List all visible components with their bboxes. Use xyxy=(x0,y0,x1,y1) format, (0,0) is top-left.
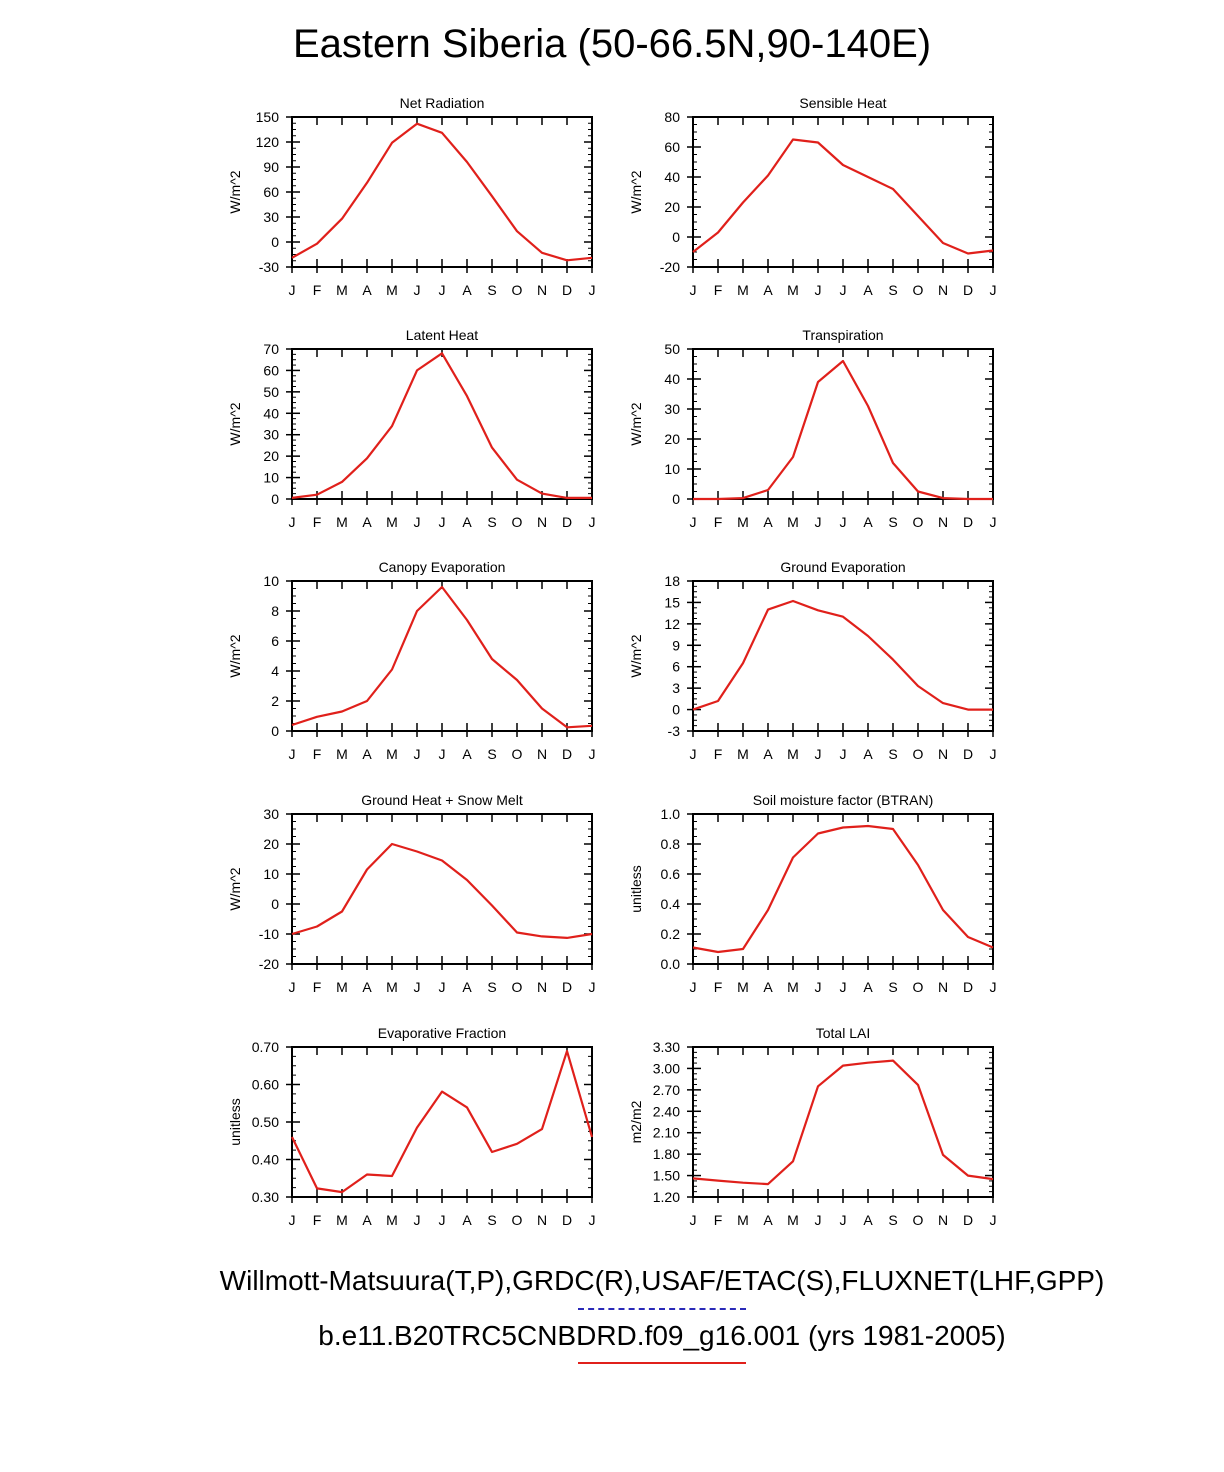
y-tick-label: 150 xyxy=(255,109,279,125)
y-tick-label: 20 xyxy=(664,199,680,215)
y-tick-label: 50 xyxy=(263,383,279,400)
chart-title: Total LAI xyxy=(815,1025,871,1041)
x-tick-label: F xyxy=(312,746,322,762)
y-axis-label: unitless xyxy=(227,1098,243,1146)
y-tick-label: 30 xyxy=(263,426,279,443)
y-axis-label: m2/m2 xyxy=(628,1100,644,1144)
x-tick-label: A xyxy=(763,746,773,762)
y-tick-label: 0.50 xyxy=(251,1114,279,1130)
y-tick-label: 0.0 xyxy=(660,956,680,972)
chart-panel-8 xyxy=(227,1025,596,1228)
series-line xyxy=(693,826,993,952)
x-tick-label: J xyxy=(839,746,847,762)
chart-title: Transpiration xyxy=(802,327,884,343)
x-tick-label: O xyxy=(511,282,523,298)
x-tick-label: N xyxy=(536,746,548,762)
y-tick-label: 0.4 xyxy=(660,896,680,912)
x-tick-label: A xyxy=(863,282,873,298)
y-tick-label: 3.00 xyxy=(652,1060,680,1077)
x-tick-label: J xyxy=(814,282,822,298)
x-tick-label: A xyxy=(863,746,873,762)
x-tick-label: J xyxy=(588,282,596,298)
chart-panel-2 xyxy=(227,327,596,530)
x-tick-label: A xyxy=(462,514,472,530)
x-tick-label: M xyxy=(386,282,398,298)
plot-frame xyxy=(292,117,592,267)
chart-panel-3 xyxy=(628,327,997,530)
x-tick-label: A xyxy=(863,1212,873,1228)
x-tick-label: A xyxy=(763,514,773,530)
chart-title: Ground Evaporation xyxy=(780,559,906,575)
y-tick-label: 20 xyxy=(263,448,279,465)
x-tick-label: J xyxy=(689,1212,697,1228)
y-tick-label: 1.20 xyxy=(652,1189,680,1205)
x-tick-label: F xyxy=(713,746,723,762)
x-tick-label: F xyxy=(312,979,322,995)
x-tick-label: O xyxy=(511,979,523,995)
x-tick-label: D xyxy=(962,282,974,298)
chart-title: Sensible Heat xyxy=(799,95,887,111)
x-tick-label: A xyxy=(462,1212,472,1228)
x-tick-label: J xyxy=(989,514,997,530)
x-tick-label: S xyxy=(888,979,898,995)
plot-frame xyxy=(693,581,993,731)
x-tick-label: D xyxy=(962,979,974,995)
x-tick-label: S xyxy=(487,1212,497,1228)
x-tick-label: A xyxy=(362,282,372,298)
x-tick-label: J xyxy=(814,514,822,530)
x-tick-label: N xyxy=(937,282,949,298)
y-tick-label: 80 xyxy=(664,109,680,125)
chart-panel-9 xyxy=(628,1025,997,1228)
series-line xyxy=(693,1061,993,1185)
x-tick-label: J xyxy=(689,979,697,995)
x-tick-label: A xyxy=(863,514,873,530)
y-tick-label: 60 xyxy=(263,362,279,379)
y-tick-label: 0 xyxy=(672,491,680,507)
x-tick-label: J xyxy=(689,514,697,530)
x-tick-label: J xyxy=(814,979,822,995)
x-tick-label: J xyxy=(588,514,596,530)
x-tick-label: J xyxy=(288,282,296,298)
x-tick-label: S xyxy=(888,514,898,530)
legend-observations-swatch xyxy=(578,1308,746,1310)
x-tick-label: M xyxy=(787,1212,799,1228)
plot-frame xyxy=(693,349,993,499)
x-tick-label: J xyxy=(413,1212,421,1228)
x-tick-label: M xyxy=(737,514,749,530)
y-tick-label: 10 xyxy=(263,469,279,486)
y-tick-label: 3 xyxy=(672,680,680,697)
x-tick-label: F xyxy=(312,1212,322,1228)
y-tick-label: -30 xyxy=(258,259,279,275)
x-tick-label: M xyxy=(386,979,398,995)
x-tick-label: A xyxy=(462,282,472,298)
x-tick-label: A xyxy=(763,1212,773,1228)
x-tick-label: M xyxy=(787,979,799,995)
x-tick-label: J xyxy=(814,746,822,762)
chart-panel-1 xyxy=(628,95,997,298)
x-tick-label: S xyxy=(888,282,898,298)
x-tick-label: F xyxy=(713,282,723,298)
y-tick-label: 6 xyxy=(672,658,680,675)
x-tick-label: F xyxy=(312,282,322,298)
x-tick-label: F xyxy=(713,979,723,995)
x-tick-label: O xyxy=(912,979,924,995)
x-tick-label: M xyxy=(336,746,348,762)
x-tick-label: D xyxy=(561,514,573,530)
y-tick-label: 40 xyxy=(263,405,279,422)
series-line xyxy=(292,587,592,727)
y-axis-label: W/m^2 xyxy=(628,402,644,446)
series-line xyxy=(693,140,993,254)
y-tick-label: 0.60 xyxy=(251,1076,279,1093)
x-tick-label: J xyxy=(989,979,997,995)
x-tick-label: N xyxy=(536,514,548,530)
legend-observations-label: Willmott-Matsuura(T,P),GRDC(R),USAF/ETAC(S),FLUXNET(LHF,GPP) xyxy=(219,1265,1105,1296)
x-tick-label: F xyxy=(312,514,322,530)
y-axis-label: unitless xyxy=(628,865,644,913)
y-tick-label: 120 xyxy=(255,134,279,150)
y-tick-label: 90 xyxy=(263,159,279,175)
x-tick-label: N xyxy=(536,979,548,995)
y-tick-label: 50 xyxy=(664,341,680,357)
y-tick-label: 30 xyxy=(263,806,279,822)
x-tick-label: J xyxy=(288,746,296,762)
plot-frame xyxy=(292,814,592,964)
x-tick-label: O xyxy=(511,514,523,530)
y-axis-label: W/m^2 xyxy=(628,170,644,214)
y-axis-label: W/m^2 xyxy=(227,634,243,678)
series-line xyxy=(693,601,993,710)
x-tick-label: M xyxy=(336,979,348,995)
x-tick-label: M xyxy=(737,282,749,298)
x-tick-label: J xyxy=(588,746,596,762)
y-tick-label: -10 xyxy=(258,926,279,942)
series-line xyxy=(292,844,592,938)
x-tick-label: A xyxy=(462,746,472,762)
x-tick-label: J xyxy=(438,514,446,530)
y-tick-label: 0.40 xyxy=(251,1151,279,1168)
y-tick-label: 0 xyxy=(271,896,279,912)
chart-title: Evaporative Fraction xyxy=(377,1025,507,1041)
x-tick-label: A xyxy=(763,282,773,298)
y-tick-label: 40 xyxy=(664,169,680,185)
chart-title: Canopy Evaporation xyxy=(378,559,506,575)
x-tick-label: J xyxy=(989,282,997,298)
x-tick-label: M xyxy=(336,282,348,298)
chart-panel-7 xyxy=(628,792,997,995)
plot-frame xyxy=(292,349,592,499)
x-tick-label: O xyxy=(912,514,924,530)
x-tick-label: J xyxy=(588,1212,596,1228)
x-tick-label: M xyxy=(336,1212,348,1228)
x-tick-label: J xyxy=(438,746,446,762)
x-tick-label: M xyxy=(787,282,799,298)
x-tick-label: A xyxy=(362,514,372,530)
y-tick-label: 10 xyxy=(263,573,279,589)
y-tick-label: 20 xyxy=(263,836,279,852)
x-tick-label: F xyxy=(713,514,723,530)
x-tick-label: J xyxy=(438,979,446,995)
chart-panel-6 xyxy=(227,792,596,995)
plot-frame xyxy=(292,1047,592,1197)
x-tick-label: D xyxy=(561,282,573,298)
y-tick-label: 3.30 xyxy=(652,1039,680,1055)
y-tick-label: 15 xyxy=(664,594,680,611)
y-tick-label: 0 xyxy=(271,234,279,250)
y-tick-label: 2.70 xyxy=(652,1081,680,1098)
y-tick-label: 1.0 xyxy=(660,806,680,822)
x-tick-label: J xyxy=(689,282,697,298)
x-tick-label: D xyxy=(962,1212,974,1228)
x-tick-label: M xyxy=(386,746,398,762)
x-tick-label: J xyxy=(839,1212,847,1228)
x-tick-label: J xyxy=(839,282,847,298)
chart-title: Latent Heat xyxy=(405,327,479,343)
x-tick-label: J xyxy=(438,1212,446,1228)
x-tick-label: J xyxy=(288,1212,296,1228)
y-tick-label: 70 xyxy=(263,341,279,357)
x-tick-label: D xyxy=(561,746,573,762)
y-tick-label: 0 xyxy=(672,229,680,245)
y-tick-label: 4 xyxy=(271,663,279,679)
y-tick-label: 40 xyxy=(664,371,680,387)
x-tick-label: J xyxy=(989,1212,997,1228)
x-tick-label: S xyxy=(487,282,497,298)
x-tick-label: O xyxy=(912,1212,924,1228)
y-tick-label: 30 xyxy=(664,401,680,417)
x-tick-label: J xyxy=(413,282,421,298)
plot-frame xyxy=(292,581,592,731)
x-tick-label: O xyxy=(511,1212,523,1228)
x-tick-label: D xyxy=(561,1212,573,1228)
y-tick-label: 2.40 xyxy=(652,1103,680,1120)
x-tick-label: A xyxy=(362,746,372,762)
figure-title: Eastern Siberia (50-66.5N,90-140E) xyxy=(292,22,932,66)
y-tick-label: 9 xyxy=(672,637,680,654)
legend-model-label: b.e11.B20TRC5CNBDRD.f09_g16.001 (yrs 1981-2005) xyxy=(318,1320,1006,1351)
x-tick-label: M xyxy=(386,514,398,530)
x-tick-label: M xyxy=(737,979,749,995)
y-tick-label: -20 xyxy=(659,259,680,275)
y-axis-label: W/m^2 xyxy=(227,867,243,911)
series-line xyxy=(292,353,592,498)
x-tick-label: S xyxy=(888,746,898,762)
y-axis-label: W/m^2 xyxy=(227,402,243,446)
x-tick-label: J xyxy=(413,979,421,995)
x-tick-label: J xyxy=(413,746,421,762)
y-tick-label: 60 xyxy=(664,139,680,155)
x-tick-label: J xyxy=(288,979,296,995)
y-tick-label: -20 xyxy=(258,956,279,972)
x-tick-label: A xyxy=(362,979,372,995)
x-tick-label: J xyxy=(438,282,446,298)
y-tick-label: 6 xyxy=(271,633,279,649)
chart-panel-4 xyxy=(227,559,596,762)
y-tick-label: 0 xyxy=(271,491,279,507)
series-line xyxy=(693,361,993,499)
y-tick-label: 2.10 xyxy=(652,1124,680,1141)
x-tick-label: F xyxy=(713,1212,723,1228)
x-tick-label: M xyxy=(386,1212,398,1228)
y-tick-label: 8 xyxy=(271,603,279,619)
x-tick-label: A xyxy=(362,1212,372,1228)
y-tick-label: 0.2 xyxy=(660,926,680,942)
x-tick-label: J xyxy=(689,746,697,762)
x-tick-label: N xyxy=(937,514,949,530)
y-tick-label: 0 xyxy=(271,723,279,739)
y-tick-label: 20 xyxy=(664,431,680,447)
y-tick-label: 0.70 xyxy=(251,1039,279,1055)
y-tick-label: 10 xyxy=(664,461,680,477)
x-tick-label: M xyxy=(737,1212,749,1228)
x-tick-label: J xyxy=(839,979,847,995)
x-tick-label: M xyxy=(336,514,348,530)
x-tick-label: O xyxy=(912,746,924,762)
x-tick-label: J xyxy=(989,746,997,762)
y-tick-label: 1.80 xyxy=(652,1146,680,1163)
x-tick-label: S xyxy=(487,979,497,995)
x-tick-label: M xyxy=(787,746,799,762)
chart-title: Soil moisture factor (BTRAN) xyxy=(752,792,934,808)
x-tick-label: N xyxy=(536,1212,548,1228)
plot-frame xyxy=(693,1047,993,1197)
legend-model-swatch xyxy=(578,1362,746,1364)
series-line xyxy=(292,1051,592,1192)
x-tick-label: S xyxy=(888,1212,898,1228)
x-tick-label: O xyxy=(511,746,523,762)
chart-title: Ground Heat + Snow Melt xyxy=(361,792,523,808)
y-tick-label: 2 xyxy=(271,693,279,709)
y-tick-label: 0.30 xyxy=(251,1189,279,1205)
y-tick-label: 12 xyxy=(664,615,680,632)
x-tick-label: O xyxy=(912,282,924,298)
x-tick-label: A xyxy=(763,979,773,995)
x-tick-label: J xyxy=(588,979,596,995)
x-tick-label: M xyxy=(737,746,749,762)
y-tick-label: 30 xyxy=(263,209,279,225)
x-tick-label: D xyxy=(561,979,573,995)
y-tick-label: 1.50 xyxy=(652,1167,680,1184)
x-tick-label: A xyxy=(462,979,472,995)
y-tick-label: 18 xyxy=(664,573,680,589)
chart-panel-5 xyxy=(628,559,997,762)
x-tick-label: S xyxy=(487,746,497,762)
y-tick-label: 60 xyxy=(263,184,279,200)
x-tick-label: D xyxy=(962,746,974,762)
x-tick-label: N xyxy=(937,746,949,762)
x-tick-label: J xyxy=(413,514,421,530)
x-tick-label: D xyxy=(962,514,974,530)
y-tick-label: 0.8 xyxy=(660,836,680,852)
x-tick-label: N xyxy=(937,1212,949,1228)
y-tick-label: 0 xyxy=(672,701,680,718)
x-tick-label: J xyxy=(288,514,296,530)
y-axis-label: W/m^2 xyxy=(227,170,243,214)
y-tick-label: 0.6 xyxy=(660,866,680,882)
y-tick-label: -3 xyxy=(667,723,680,739)
x-tick-label: S xyxy=(487,514,497,530)
chart-panel-0 xyxy=(227,95,596,298)
y-axis-label: W/m^2 xyxy=(628,634,644,678)
x-tick-label: N xyxy=(536,282,548,298)
plot-frame xyxy=(693,814,993,964)
x-tick-label: N xyxy=(937,979,949,995)
x-tick-label: A xyxy=(863,979,873,995)
x-tick-label: M xyxy=(787,514,799,530)
x-tick-label: J xyxy=(839,514,847,530)
chart-title: Net Radiation xyxy=(399,95,485,111)
x-tick-label: J xyxy=(814,1212,822,1228)
series-line xyxy=(292,124,592,261)
y-tick-label: 10 xyxy=(263,866,279,882)
